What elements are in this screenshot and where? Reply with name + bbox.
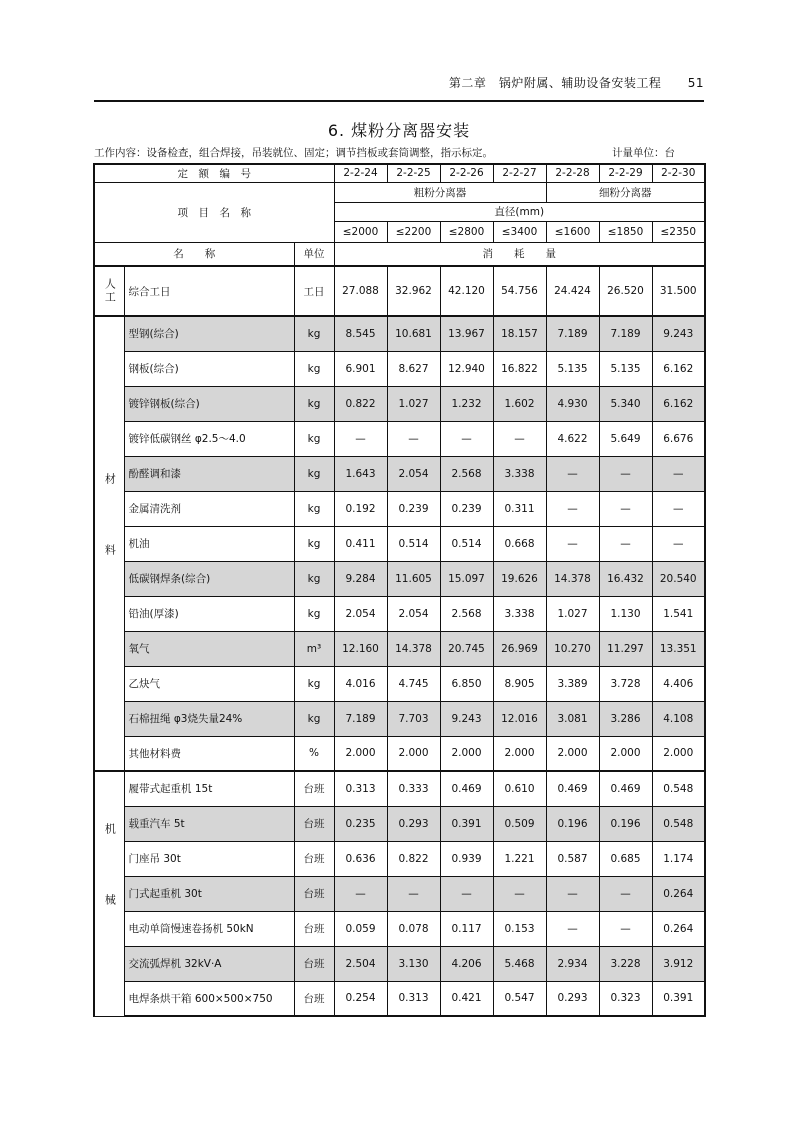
consumption-value: 0.822 [334,386,387,421]
item-unit: m³ [294,631,334,666]
consumption-value: 2.000 [334,736,387,771]
consumption-value: 8.627 [387,351,440,386]
consumption-value: 26.520 [599,266,652,316]
consumption-value: 20.540 [652,561,705,596]
quota-code: 2-2-29 [599,164,652,182]
consumption-value: 19.626 [493,561,546,596]
consumption-value: — [493,876,546,911]
item-unit: 台班 [294,841,334,876]
consumption-value: — [334,421,387,456]
consumption-value: 0.313 [334,771,387,806]
consumption-value: 12.940 [440,351,493,386]
consumption-value: 27.088 [334,266,387,316]
consumption-value: 2.054 [387,596,440,631]
group-row [94,182,705,202]
quota-code: 2-2-28 [546,164,599,182]
item-unit: 工日 [294,266,334,316]
item-unit: kg [294,456,334,491]
quota-code: 2-2-26 [440,164,493,182]
item-name: 交流弧焊机 32kV·A [124,946,294,981]
item-unit: 台班 [294,911,334,946]
item-name: 电动单筒慢速卷扬机 50kN [124,911,294,946]
consumption-value: 16.822 [493,351,546,386]
item-unit: kg [294,386,334,421]
consumption-value: 6.162 [652,351,705,386]
consumption-value: 0.196 [546,806,599,841]
consumption-value: 2.000 [440,736,493,771]
item-name: 电焊条烘干箱 600×500×750 [124,981,294,1016]
consumption-value: 3.389 [546,666,599,701]
consumption-value: 4.206 [440,946,493,981]
consumption-value: 0.636 [334,841,387,876]
consumption-value: 0.235 [334,806,387,841]
consumption-value: — [599,526,652,561]
page-number: 51 [687,76,704,90]
item-unit: 台班 [294,946,334,981]
consumption-value: 13.967 [440,316,493,351]
consumption-value: 2.000 [599,736,652,771]
consumption-value: 1.541 [652,596,705,631]
consumption-value: 4.930 [546,386,599,421]
consumption-value: 0.411 [334,526,387,561]
consumption-value: — [546,911,599,946]
consumption-value: 0.264 [652,876,705,911]
item-name: 氧气 [124,631,294,666]
consumption-value: 6.162 [652,386,705,421]
table-row [94,316,705,351]
consumption-value: — [599,911,652,946]
consumption-value: — [546,526,599,561]
consumption-value: 0.469 [440,771,493,806]
table-row [94,806,705,841]
consumption-value: 1.174 [652,841,705,876]
item-name: 镀锌钢板(综合) [124,386,294,421]
consumption-value: 0.333 [387,771,440,806]
item-name: 机油 [124,526,294,561]
consumption-value: 5.340 [599,386,652,421]
table-row [94,876,705,911]
item-name: 金属清洗剂 [124,491,294,526]
consumption-value: — [440,421,493,456]
table-row [94,491,705,526]
quota-no-label: 定 额 编 号 [94,164,334,182]
table-row [94,266,705,316]
consumption-value: 2.568 [440,596,493,631]
item-name: 门座吊 30t [124,841,294,876]
consumption-value: 0.391 [652,981,705,1016]
consumption-value: 0.239 [387,491,440,526]
item-name: 综合工日 [124,266,294,316]
consumption-value: 3.728 [599,666,652,701]
consumption-value: 5.649 [599,421,652,456]
consumption-value: 0.610 [493,771,546,806]
table-row [94,736,705,771]
consumption-value: — [599,876,652,911]
item-name: 载重汽车 5t [124,806,294,841]
consumption-value: 0.469 [599,771,652,806]
category-label: 材料 [94,316,124,771]
consumption-value: 3.228 [599,946,652,981]
section-title: 6. 煤粉分离器安装 [327,121,471,140]
group-coarse-separator: 粗粉分离器 [334,182,546,202]
consumption-value: — [387,421,440,456]
consumption-value: 4.016 [334,666,387,701]
consumption-value: 0.939 [440,841,493,876]
consumption-value: 7.703 [387,701,440,736]
column-header-row [94,242,705,266]
consumption-value: 8.545 [334,316,387,351]
consumption-value: 0.059 [334,911,387,946]
consumption-value: 0.313 [387,981,440,1016]
consumption-value: 0.514 [440,526,493,561]
consumption-value: 0.668 [493,526,546,561]
diameter-value: ≤1600 [546,221,599,242]
item-unit: kg [294,421,334,456]
consumption-value: 4.108 [652,701,705,736]
consumption-value: 0.548 [652,806,705,841]
consumption-value: 2.568 [440,456,493,491]
consumption-value: — [334,876,387,911]
consumption-value: 32.962 [387,266,440,316]
consumption-value: — [546,456,599,491]
consumption-value: 7.189 [546,316,599,351]
table-row [94,771,705,806]
consumption-value: 1.027 [387,386,440,421]
consumption-value: 8.905 [493,666,546,701]
group-fine-separator: 细粉分离器 [546,182,705,202]
consumption-value: 0.822 [387,841,440,876]
item-unit: 台班 [294,876,334,911]
item-name: 门式起重机 30t [124,876,294,911]
item-unit: kg [294,666,334,701]
consumption-value: 0.391 [440,806,493,841]
consumption-value: 7.189 [334,701,387,736]
item-name: 型钢(综合) [124,316,294,351]
item-unit: 台班 [294,771,334,806]
consumption-value: 1.130 [599,596,652,631]
consumption-value: 3.338 [493,456,546,491]
table-row [94,596,705,631]
consumption-value: 15.097 [440,561,493,596]
item-unit: 台班 [294,806,334,841]
diameter-value: ≤2800 [440,221,493,242]
consumption-value: 1.232 [440,386,493,421]
item-unit: kg [294,316,334,351]
consumption-value: 0.469 [546,771,599,806]
consumption-value: 0.117 [440,911,493,946]
table-row [94,911,705,946]
item-unit: kg [294,526,334,561]
consumption-value: 5.135 [599,351,652,386]
consumption-value: 31.500 [652,266,705,316]
table-row [94,841,705,876]
table-row [94,421,705,456]
item-unit: kg [294,491,334,526]
item-name: 其他材料费 [124,736,294,771]
item-unit: kg [294,701,334,736]
work-content: 工作内容：设备检查，组合焊接，吊装就位、固定；调节挡板或套筒调整，指示标定。 [94,147,493,159]
table-row [94,666,705,701]
quota-code: 2-2-25 [387,164,440,182]
item-name: 钢板(综合) [124,351,294,386]
consumption-value: 0.078 [387,911,440,946]
item-name: 酚醛调和漆 [124,456,294,491]
quota-table [93,163,706,1017]
consumption-value: 6.901 [334,351,387,386]
table-row [94,386,705,421]
consumption-value: 2.054 [334,596,387,631]
consumption-value: 1.221 [493,841,546,876]
consumption-value: 24.424 [546,266,599,316]
consumption-value: 1.602 [493,386,546,421]
consumption-value: 12.016 [493,701,546,736]
consumption-value: 3.081 [546,701,599,736]
consumption-value: — [546,491,599,526]
item-unit: % [294,736,334,771]
consumption-value: 2.000 [546,736,599,771]
consumption-value: 3.912 [652,946,705,981]
consumption-value: 0.547 [493,981,546,1016]
consumption-value: — [493,421,546,456]
consumption-value: 18.157 [493,316,546,351]
header-rule [94,100,704,102]
consumption-value: 0.192 [334,491,387,526]
item-unit: kg [294,351,334,386]
consumption-value: 2.000 [493,736,546,771]
consumption-value: 13.351 [652,631,705,666]
consumption-value: 1.643 [334,456,387,491]
consumption-value: 42.120 [440,266,493,316]
consumption-value: 2.934 [546,946,599,981]
consumption-value: 4.622 [546,421,599,456]
table-row [94,946,705,981]
consumption-value: 0.311 [493,491,546,526]
consumption-value: 6.676 [652,421,705,456]
consumption-value: 0.239 [440,491,493,526]
consumption-value: 9.284 [334,561,387,596]
consumption-value: 3.338 [493,596,546,631]
consumption-value: 0.196 [599,806,652,841]
item-name-label: 项 目 名 称 [94,182,334,242]
consumption-value: 14.378 [387,631,440,666]
consumption-value: 16.432 [599,561,652,596]
diameter-value: ≤3400 [493,221,546,242]
consumption-value: 5.135 [546,351,599,386]
consumption-value: 14.378 [546,561,599,596]
item-name: 石棉扭绳 φ3烧失量24% [124,701,294,736]
diameter-value: ≤2350 [652,221,705,242]
consumption-value: 0.264 [652,911,705,946]
page-header [94,74,704,91]
consumption-value: 2.504 [334,946,387,981]
consumption-value: 0.153 [493,911,546,946]
consumption-value: 0.293 [387,806,440,841]
consumption-value: 26.969 [493,631,546,666]
consumption-value: 7.189 [599,316,652,351]
item-unit: 台班 [294,981,334,1016]
consumption-value: 4.406 [652,666,705,701]
diameter-value: ≤2000 [334,221,387,242]
consumption-value: — [387,876,440,911]
quota-code: 2-2-27 [493,164,546,182]
consumption-value: 2.054 [387,456,440,491]
consumption-value: 3.286 [599,701,652,736]
consumption-value: 0.685 [599,841,652,876]
consumption-value: 0.254 [334,981,387,1016]
consumption-header: 消 耗 量 [334,242,705,266]
quota-code: 2-2-30 [652,164,705,182]
quota-code: 2-2-24 [334,164,387,182]
item-name: 履带式起重机 15t [124,771,294,806]
quota-code-row [94,164,705,182]
consumption-value: 1.027 [546,596,599,631]
item-name: 乙炔气 [124,666,294,701]
table-row [94,631,705,666]
consumption-value: 20.745 [440,631,493,666]
consumption-value: 5.468 [493,946,546,981]
consumption-value: 0.421 [440,981,493,1016]
consumption-value: — [546,876,599,911]
table-row [94,526,705,561]
consumption-value: 6.850 [440,666,493,701]
chapter-title: 第二章 锅炉附属、辅助设备安装工程 [448,76,662,90]
consumption-value: 0.509 [493,806,546,841]
diameter-label: 直径(mm) [334,202,705,221]
consumption-value: 2.000 [387,736,440,771]
name-column-header: 名 称 [94,242,294,266]
table-row [94,701,705,736]
item-name: 镀锌低碳钢丝 φ2.5～4.0 [124,421,294,456]
consumption-value: 10.270 [546,631,599,666]
consumption-value: 11.297 [599,631,652,666]
category-label: 机械 [94,771,124,1016]
table-row [94,351,705,386]
unit-column-header: 单位 [294,242,334,266]
consumption-value: 9.243 [652,316,705,351]
consumption-value: 54.756 [493,266,546,316]
consumption-value: 12.160 [334,631,387,666]
table-row [94,456,705,491]
consumption-value: — [652,526,705,561]
consumption-value: — [440,876,493,911]
consumption-value: — [599,456,652,491]
table-row [94,981,705,1016]
consumption-value: — [599,491,652,526]
category-label: 人工 [94,266,124,316]
item-name: 低碳钢焊条(综合) [124,561,294,596]
diameter-value: ≤2200 [387,221,440,242]
consumption-value: 2.000 [652,736,705,771]
consumption-value: 9.243 [440,701,493,736]
item-unit: kg [294,596,334,631]
consumption-value: 3.130 [387,946,440,981]
consumption-value: 0.293 [546,981,599,1016]
consumption-value: 10.681 [387,316,440,351]
consumption-value: 0.514 [387,526,440,561]
item-unit: kg [294,561,334,596]
consumption-value: 0.323 [599,981,652,1016]
diameter-value: ≤1850 [599,221,652,242]
item-name: 铅油(厚漆) [124,596,294,631]
consumption-value: 0.587 [546,841,599,876]
measurement-unit: 计量单位：台 [612,147,675,159]
consumption-value: 11.605 [387,561,440,596]
consumption-value: 4.745 [387,666,440,701]
consumption-value: — [652,491,705,526]
consumption-value: — [652,456,705,491]
consumption-value: 0.548 [652,771,705,806]
table-row [94,561,705,596]
